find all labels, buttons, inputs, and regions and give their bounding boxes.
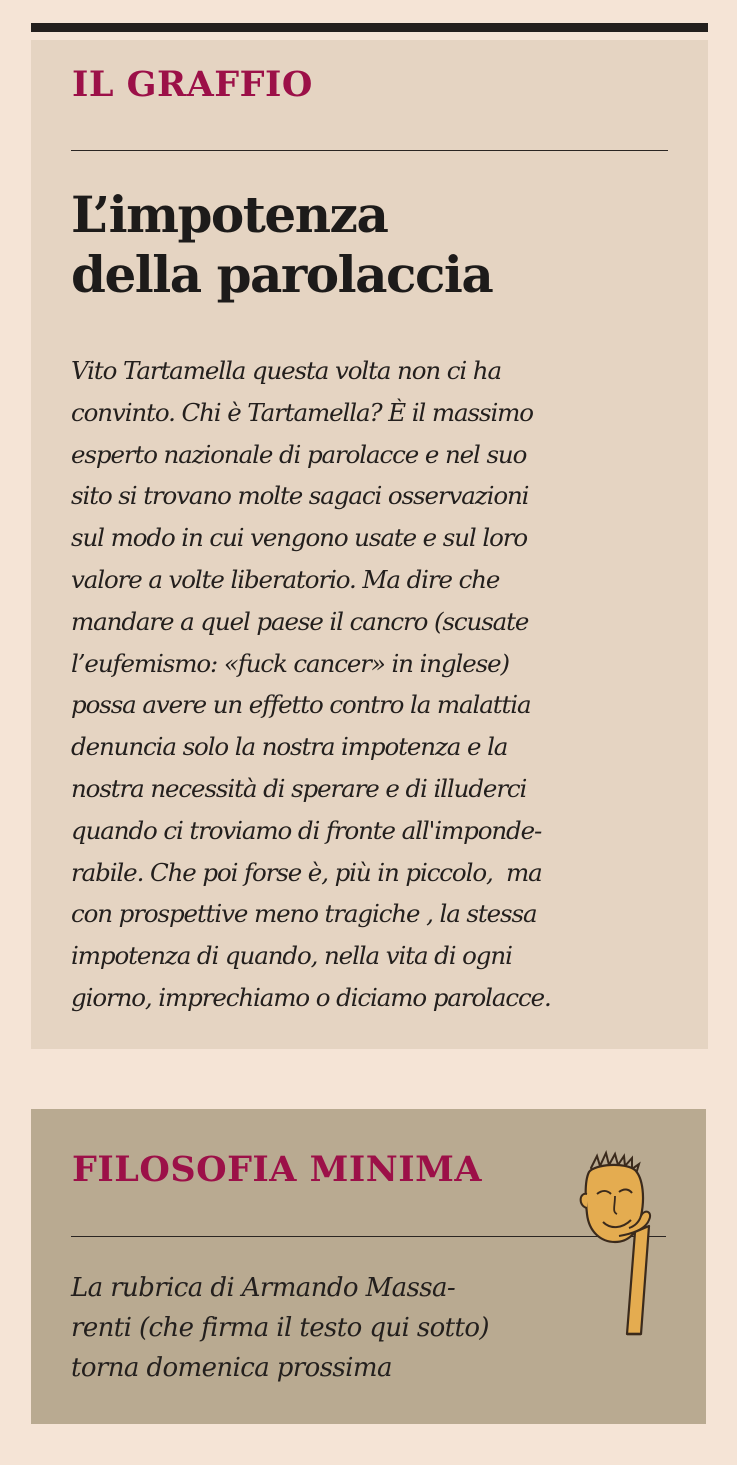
graffio-kicker: IL GRAFFIO bbox=[72, 64, 313, 105]
filosofia-kicker: FILOSOFIA MINIMA bbox=[72, 1149, 483, 1190]
kicker-divider bbox=[71, 150, 668, 151]
body-line: convinto. Chi è Tartamella? È il massimo bbox=[71, 397, 533, 427]
body-line: quando ci troviamo di fronte all'imponde- bbox=[71, 815, 542, 845]
body-line: impotenza di quando, nella vita di ogni bbox=[71, 941, 512, 971]
body-line: valore a volte liberatorio. Ma dire che bbox=[71, 564, 500, 594]
body-line: giorno, imprechiamo o diciamo parolacce. bbox=[71, 982, 551, 1012]
article-headline bbox=[71, 185, 671, 305]
headline-line: L’impotenza bbox=[71, 185, 388, 244]
blurb-line: torna domenica prossima bbox=[71, 1353, 392, 1383]
body-line: sito si trovano molte sagaci osservazioni bbox=[71, 481, 529, 511]
body-line: esperto nazionale di parolacce e nel suo bbox=[71, 439, 527, 469]
blurb-line: renti (che firma il testo qui sotto) bbox=[71, 1313, 489, 1343]
headline-line: della parolaccia bbox=[71, 245, 493, 304]
article-body bbox=[71, 350, 691, 1019]
filosofia-blurb bbox=[71, 1268, 611, 1388]
body-line: denuncia solo la nostra impotenza e la bbox=[71, 732, 508, 762]
body-line: l’eufemismo: «fuck cancer» in inglese) bbox=[71, 648, 510, 678]
body-line: Vito Tartamella questa volta non ci ha bbox=[71, 356, 501, 385]
body-line: possa avere un effetto contro la malattia bbox=[71, 690, 531, 720]
body-line: rabile. Che poi forse è, più in piccolo, ma bbox=[71, 857, 542, 887]
blurb-line: La rubrica di Armando Massa- bbox=[71, 1273, 456, 1303]
author-caricature-icon bbox=[575, 1150, 667, 1345]
body-line: sul modo in cui vengono usate e sul loro bbox=[71, 523, 527, 553]
body-line: nostra necessità di sperare e di illuderci bbox=[71, 773, 527, 803]
body-line: con prospettive meno tragiche , la stessa bbox=[71, 899, 537, 929]
body-line: mandare a quel paese il cancro (scusate bbox=[71, 606, 529, 636]
top-rule bbox=[31, 23, 708, 32]
arm-icon bbox=[627, 1226, 649, 1334]
